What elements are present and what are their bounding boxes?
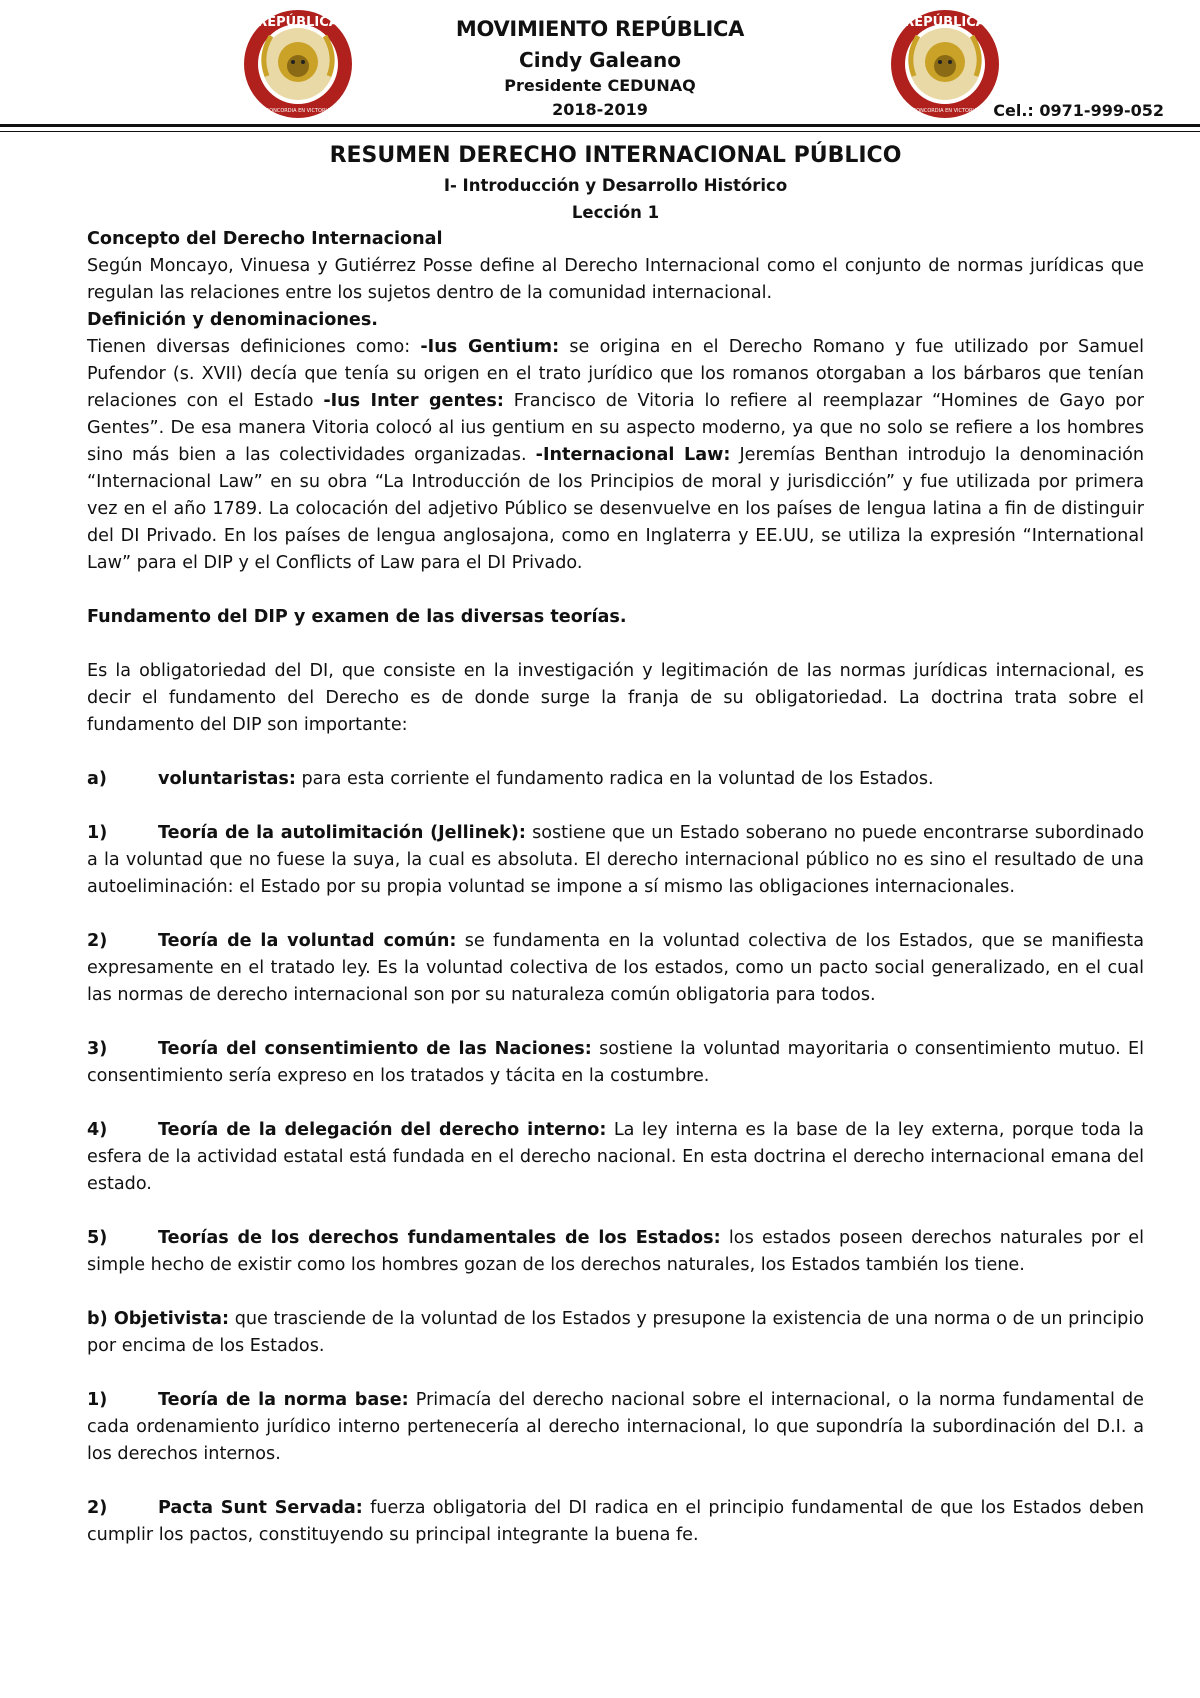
term-internacional-law: -Internacional Law: [535, 445, 731, 465]
item-b-objetivista [87, 1306, 1144, 1360]
item-title: voluntaristas: [158, 769, 296, 789]
list-item-voluntarista-2 [87, 928, 1144, 1009]
item-text: sostiene la voluntad mayoritaria o consentimiento mutuo. El consentimiento sería expreso en los tratados y tácita en la costumbre. [87, 1039, 1144, 1086]
list-marker: 5) [87, 1228, 108, 1248]
list-item-voluntarista-3 [87, 1036, 1144, 1090]
list-marker: 2) [87, 931, 108, 951]
paragraph-fundamento: Es la obligatoriedad del DI, que consiste en la investigación y legitimación de las normas jurídicas internacional, es decir el fundamento del Derecho es de donde surge la franja de su obligatoriedad. La doctrina trata sobre el fundamento del DIP son importante: [87, 661, 1144, 735]
logo-text: REPÚBLICA [257, 15, 339, 30]
item-text: para esta corriente el fundamento radica en la voluntad de los Estados. [295, 769, 934, 789]
logo-motto: CONCORDIA EN VICTORIA [265, 108, 331, 114]
list-item-objetivista-2 [87, 1495, 1144, 1549]
item-text: fuerza obligatoria del DI radica en el principio fundamental de que los Estados deben cumplir los pactos, constituyendo su principal integrante la buena fe. [87, 1498, 1144, 1545]
logo-text: REPÚBLICA [904, 15, 986, 30]
list-item-voluntarista-1 [87, 820, 1144, 901]
header-divider-thick [0, 124, 1200, 127]
unit-title: I- Introducción y Desarrollo Histórico [443, 176, 788, 195]
item-text: se fundamenta en la voluntad colectiva de los Estados, que se manifiesta expresamente en el tratado ley. Es la voluntad colectiva de los estados, como un pacto social generalizado, en el cual las normas de derecho internacional son por su naturaleza común obligatoria para todos. [87, 931, 1144, 1005]
person-role: Presidente CEDUNAQ [504, 76, 696, 95]
person-name: Cindy Galeano [519, 48, 681, 72]
list-marker: 3) [87, 1039, 108, 1059]
organization-name: MOVIMIENTO REPÚBLICA [455, 17, 745, 41]
document-body [87, 140, 1144, 1549]
item-title: Teoría de la autolimitación (Jellinek): [158, 823, 526, 843]
list-item-voluntarista-4 [87, 1117, 1144, 1198]
section-heading-concepto: Concepto del Derecho Internacional [87, 229, 443, 249]
item-text: La ley interna es la base de la ley externa, porque toda la esfera de la actividad estatal está fundada en el derecho nacional. En esta doctrina el derecho internacional emana del estado. [87, 1120, 1145, 1194]
header-divider-thin [0, 131, 1200, 132]
list-marker: 1) [87, 1390, 108, 1410]
item-a-voluntaristas [87, 766, 1144, 793]
item-text: sostiene que un Estado soberano no puede encontrarse subordinado a la voluntad que no fuese la suya, la cual es absoluta. El derecho internacional público no es sino el resultado de una autoeliminación: el Estado por su propia voluntad se impone a sí mismo las obligaciones internacionales. [87, 823, 1144, 897]
term-years: 2018-2019 [552, 100, 648, 119]
list-item-objetivista-1 [87, 1387, 1144, 1468]
item-title: Teoría de la norma base: [158, 1390, 409, 1410]
item-title: b) Objetivista: [87, 1309, 230, 1329]
text-run: Francisco de Vitoria lo refiere al reemplazar “Homines de Gayo por Gentes”. De esa manera Vitoria colocó al ius gentium en su aspecto moderno, ya que no solo se refiere a los hombres sino más bien a las colectividades organizadas. [87, 391, 1144, 465]
phone-number: Cel.: 0971-999-052 [993, 101, 1164, 120]
list-item-voluntarista-5 [87, 1225, 1144, 1279]
paragraph-definicion [87, 334, 1144, 577]
list-marker: 1) [87, 823, 108, 843]
list-marker: 2) [87, 1498, 108, 1518]
item-title: Teoría de la delegación del derecho interno: [158, 1120, 607, 1140]
term-ius-inter-gentes: -Ius Inter gentes: [323, 391, 504, 411]
item-title: Teorías de los derechos fundamentales de los Estados: [158, 1228, 721, 1248]
list-marker: a) [87, 769, 107, 789]
document-title: RESUMEN DERECHO INTERNACIONAL PÚBLICO [329, 143, 902, 168]
item-text: los estados poseen derechos naturales por el simple hecho de existir como los hombres gozan de los derechos naturales, los Estados también los tiene. [87, 1228, 1144, 1275]
item-title: Pacta Sunt Servada: [158, 1498, 363, 1518]
logo-motto: CONCORDIA EN VICTORIA [912, 108, 978, 114]
text-run: se origina en el Derecho Romano y fue utilizado por Samuel Pufendor (s. XVII) decía que tenía su origen en el trato jurídico que los romanos otorgaban a los bárbaros que tenían relaciones con el Estado [87, 337, 1145, 411]
item-text: que trasciende de la voluntad de los Estados y presupone la existencia de una norma o de un principio por encima de los Estados. [87, 1309, 1145, 1356]
text-run: Jeremías Benthan introdujo la denominación “Internacional Law” en su obra “La Introducción de los Principios de moral y jurisdicción” y fue utilizada por primera vez en el año 1789. La colocación del adjetivo Público se desenvuelve en los países de lengua latina a fin de distinguir del DI Privado. En los países de lengua anglosajona, como en Inglaterra y EE.UU, se utiliza la expresión “International Law” para el DIP y el Conflicts of Law para el DI Privado. [87, 445, 1144, 573]
paragraph-concepto: Según Moncayo, Vinuesa y Gutiérrez Posse define al Derecho Internacional como el conjunto de normas jurídicas que regulan las relaciones entre los sujetos dentro de la comunidad internacional. [87, 256, 1144, 303]
section-heading-definicion: Definición y denominaciones. [87, 310, 378, 330]
term-ius-gentium: -Ius Gentium: [420, 337, 560, 357]
item-title: Teoría del consentimiento de las Naciones: [158, 1039, 592, 1059]
section-heading-fundamento: Fundamento del DIP y examen de las diversas teorías. [87, 607, 627, 627]
lesson-title: Lección 1 [571, 203, 660, 222]
item-title: Teoría de la voluntad común: [158, 931, 457, 951]
page-header [0, 0, 1200, 130]
text-run: Tienen diversas definiciones como: [87, 337, 421, 357]
item-text: Primacía del derecho nacional sobre el internacional, o la norma fundamental de cada ordenamiento jurídico interno pertenecería al derecho internacional, lo que supondría la subordinación del D.I. a los derechos internos. [87, 1390, 1144, 1464]
list-marker: 4) [87, 1120, 108, 1140]
republica-lion-logo-right [884, 6, 1006, 122]
